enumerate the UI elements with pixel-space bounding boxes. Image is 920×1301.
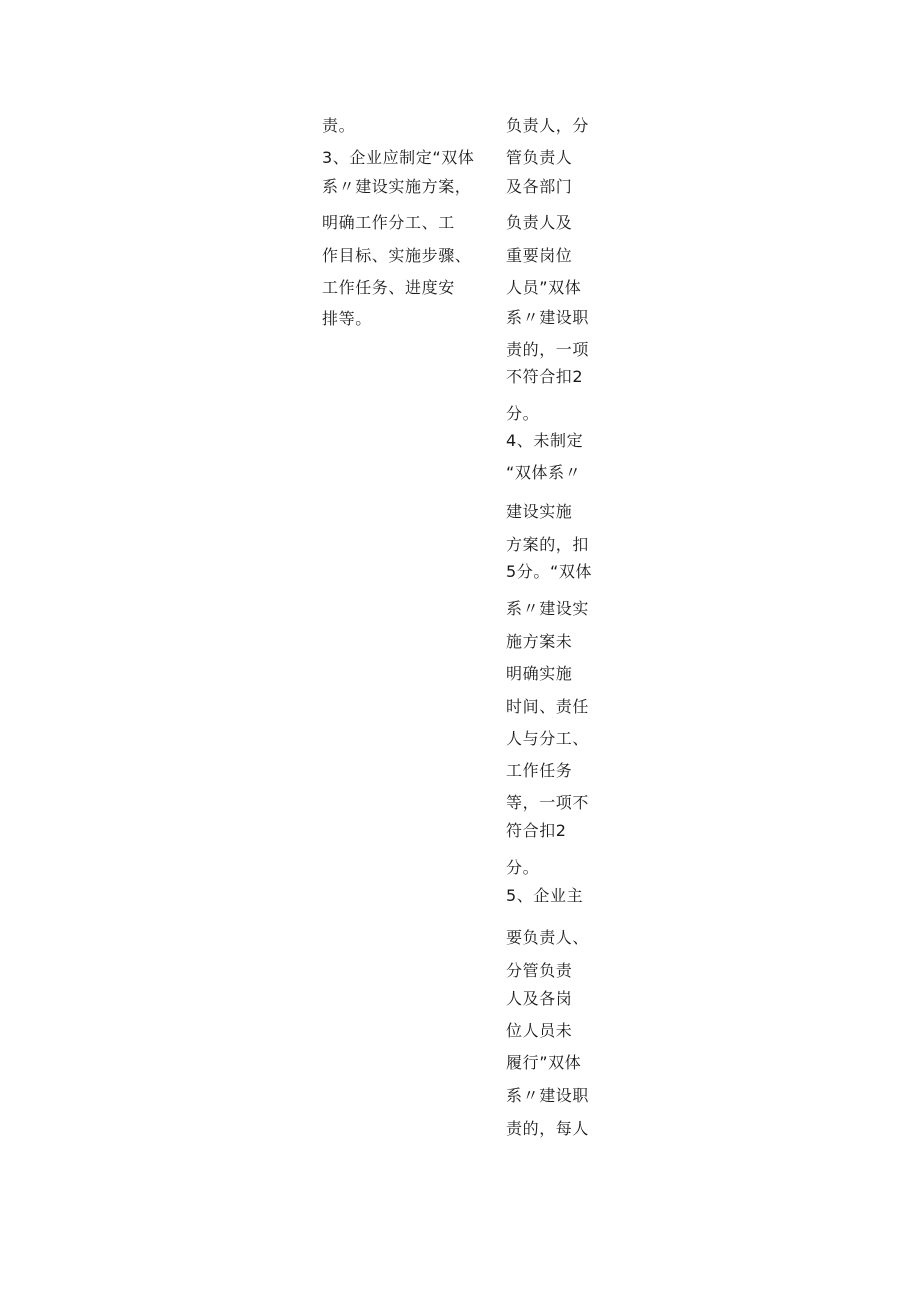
right-text-line: 人及各岗 bbox=[506, 989, 573, 1008]
right-text-line: 负责人，分 bbox=[506, 116, 590, 135]
right-text-line: 重要岗位 bbox=[506, 246, 573, 265]
left-text-line: 作目标、实施步骤、 bbox=[322, 246, 472, 265]
right-text-line: 责的，每人 bbox=[506, 1119, 590, 1138]
left-text-line: 责。 bbox=[322, 116, 356, 135]
right-text-line: 位人员未 bbox=[506, 1021, 573, 1040]
right-text-line: 责的，一项 bbox=[506, 340, 590, 359]
right-text-line: 时间、责任 bbox=[506, 697, 590, 716]
right-text-line: 工作任务 bbox=[506, 761, 573, 780]
right-text-line: 及各部门 bbox=[506, 177, 573, 196]
right-text-line: 不符合扣2 bbox=[506, 367, 584, 386]
right-text-line: 等，一项不 bbox=[506, 793, 590, 812]
left-text-line: 3、企业应制定“双体 bbox=[322, 148, 475, 167]
right-text-line: 建设实施 bbox=[506, 502, 573, 521]
right-text-line: 5、企业主 bbox=[506, 886, 584, 905]
left-text-line: 排等。 bbox=[322, 309, 372, 328]
right-text-line: 履行”双体 bbox=[506, 1053, 582, 1072]
right-text-line: “双体系〃 bbox=[506, 463, 582, 482]
right-text-line: 要负责人、 bbox=[506, 928, 590, 947]
right-text-line: 施方案未 bbox=[506, 632, 573, 651]
left-text-line: 明确工作分工、工 bbox=[322, 213, 455, 232]
right-text-line: 5分。“双体 bbox=[506, 562, 593, 581]
right-text-line: 系〃建设职 bbox=[506, 308, 590, 327]
right-text-line: 分。 bbox=[506, 858, 540, 877]
right-text-line: 负责人及 bbox=[506, 213, 573, 232]
right-text-line: 系〃建设实 bbox=[506, 599, 590, 618]
right-text-line: 符合扣2 bbox=[506, 821, 567, 840]
right-text-line: 明确实施 bbox=[506, 664, 573, 683]
right-text-line: 人与分工、 bbox=[506, 729, 590, 748]
right-text-line: 分。 bbox=[506, 404, 540, 423]
left-text-line: 系〃建设实施方案， bbox=[322, 177, 472, 196]
right-text-line: 管负责人 bbox=[506, 148, 573, 167]
right-text-line: 分管负责 bbox=[506, 961, 573, 980]
right-text-line: 方案的，扣 bbox=[506, 535, 590, 554]
right-text-line: 系〃建设职 bbox=[506, 1086, 590, 1105]
right-text-line: 人员”双体 bbox=[506, 278, 582, 297]
left-text-line: 工作任务、进度安 bbox=[322, 278, 455, 297]
right-text-line: 4、未制定 bbox=[506, 431, 584, 450]
